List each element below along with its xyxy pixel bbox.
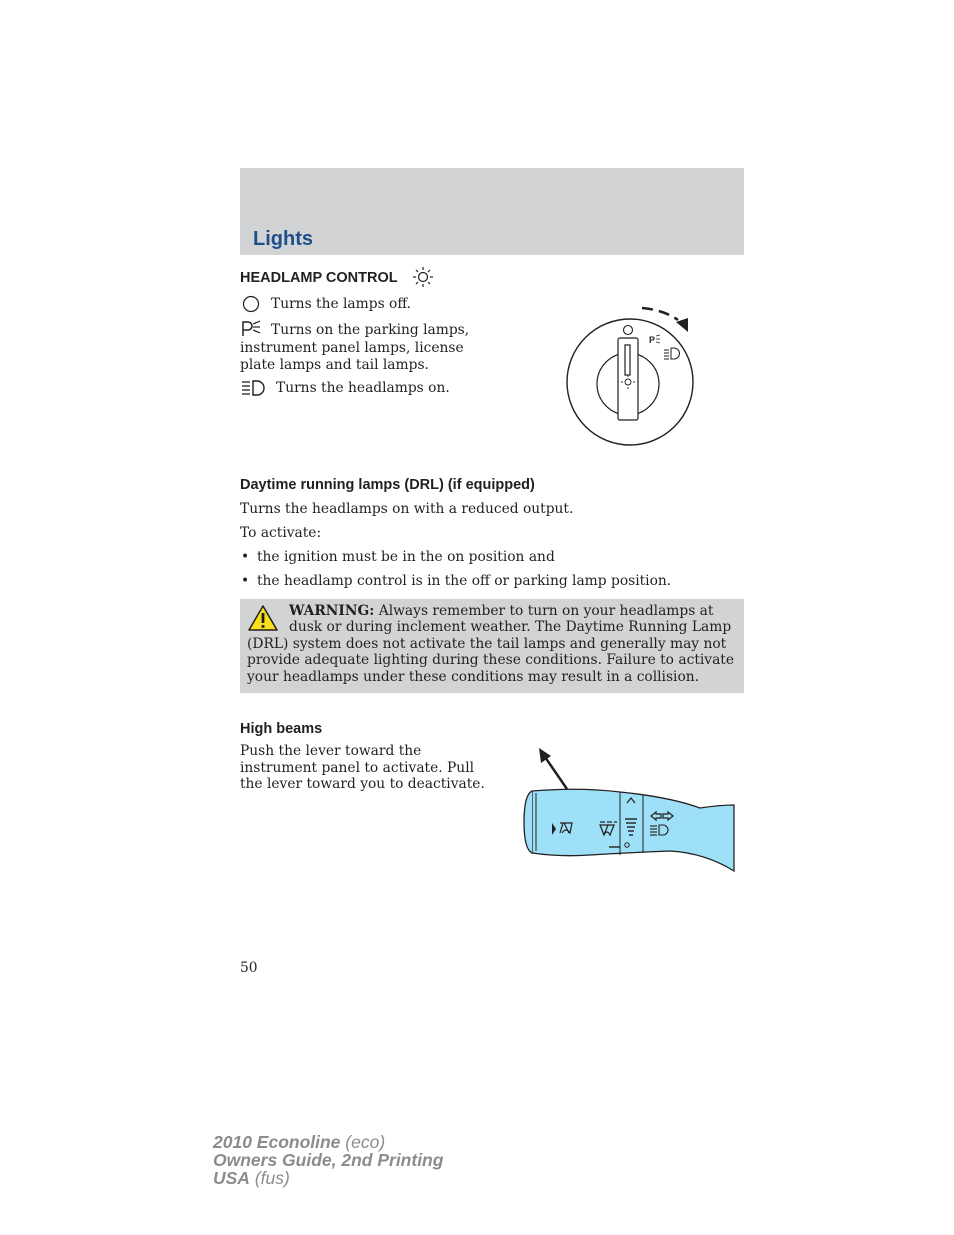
footer-model: 2010 Econoline (213, 1132, 341, 1152)
headlamp-heading-text: HEADLAMP CONTROL (240, 270, 398, 286)
footer-model-code: (eco) (345, 1132, 386, 1152)
drl-line2: To activate: (240, 525, 322, 541)
light-sun-icon (411, 266, 435, 288)
headlamps-description: Turns the headlamps on. (276, 380, 450, 396)
parking-description-line1: Turns on the parking lamps, (271, 322, 470, 338)
drl-bullet-dot-2: • (241, 573, 250, 589)
drl-bullet-2: the headlamp control is in the off or parking lamp position. (257, 573, 672, 589)
dial-parking-label: P (649, 335, 656, 345)
footer-guide: Owners Guide, 2nd Printing (213, 1150, 444, 1170)
drl-bullet-1: the ignition must be in the on position and (257, 549, 555, 565)
high-beams-line2: instrument panel to activate. Pull (240, 760, 475, 776)
high-beams-heading: High beams (240, 721, 323, 737)
section-title: Lights (253, 228, 313, 250)
warning-line5: your headlamps under these conditions may result in a collision. (247, 668, 700, 685)
warning-line2: dusk or during inclement weather. The Daytime Running Lamp (289, 619, 732, 636)
off-circle-icon (242, 295, 260, 313)
drl-bullet-dot-1: • (241, 549, 250, 565)
parking-lamp-icon (240, 320, 262, 338)
parking-description-line3: plate lamps and tail lamps. (240, 357, 429, 373)
drl-heading: Daytime running lamps (DRL) (if equipped) (240, 477, 535, 493)
high-beams-line3: the lever toward you to deactivate. (240, 776, 485, 792)
footer-market: USA (213, 1168, 250, 1188)
drl-line1: Turns the headlamps on with a reduced output. (240, 501, 574, 517)
warning-text (247, 603, 737, 685)
warning-line4: provide adequate lighting during these conditions. Failure to activate (247, 652, 735, 669)
footer-market-code: (fus) (254, 1168, 290, 1188)
parking-description-line2: instrument panel lamps, license (240, 340, 464, 356)
section-banner (240, 168, 744, 255)
high-beam-lever-illustration (520, 745, 740, 877)
warning-line3: (DRL) system does not activate the tail lamps and generally may not (247, 635, 727, 652)
page-number: 50 (240, 960, 258, 976)
headlamp-dial-illustration (560, 300, 710, 450)
headlamp-control-heading (240, 270, 398, 286)
footer (213, 1133, 443, 1187)
warning-label: WARNING: (289, 603, 375, 619)
headlamp-icon (240, 379, 266, 397)
warning-line1: Always remember to turn on your headlamps at (378, 603, 714, 619)
off-description: Turns the lamps off. (271, 296, 412, 312)
high-beams-line1: Push the lever toward the (240, 743, 422, 759)
